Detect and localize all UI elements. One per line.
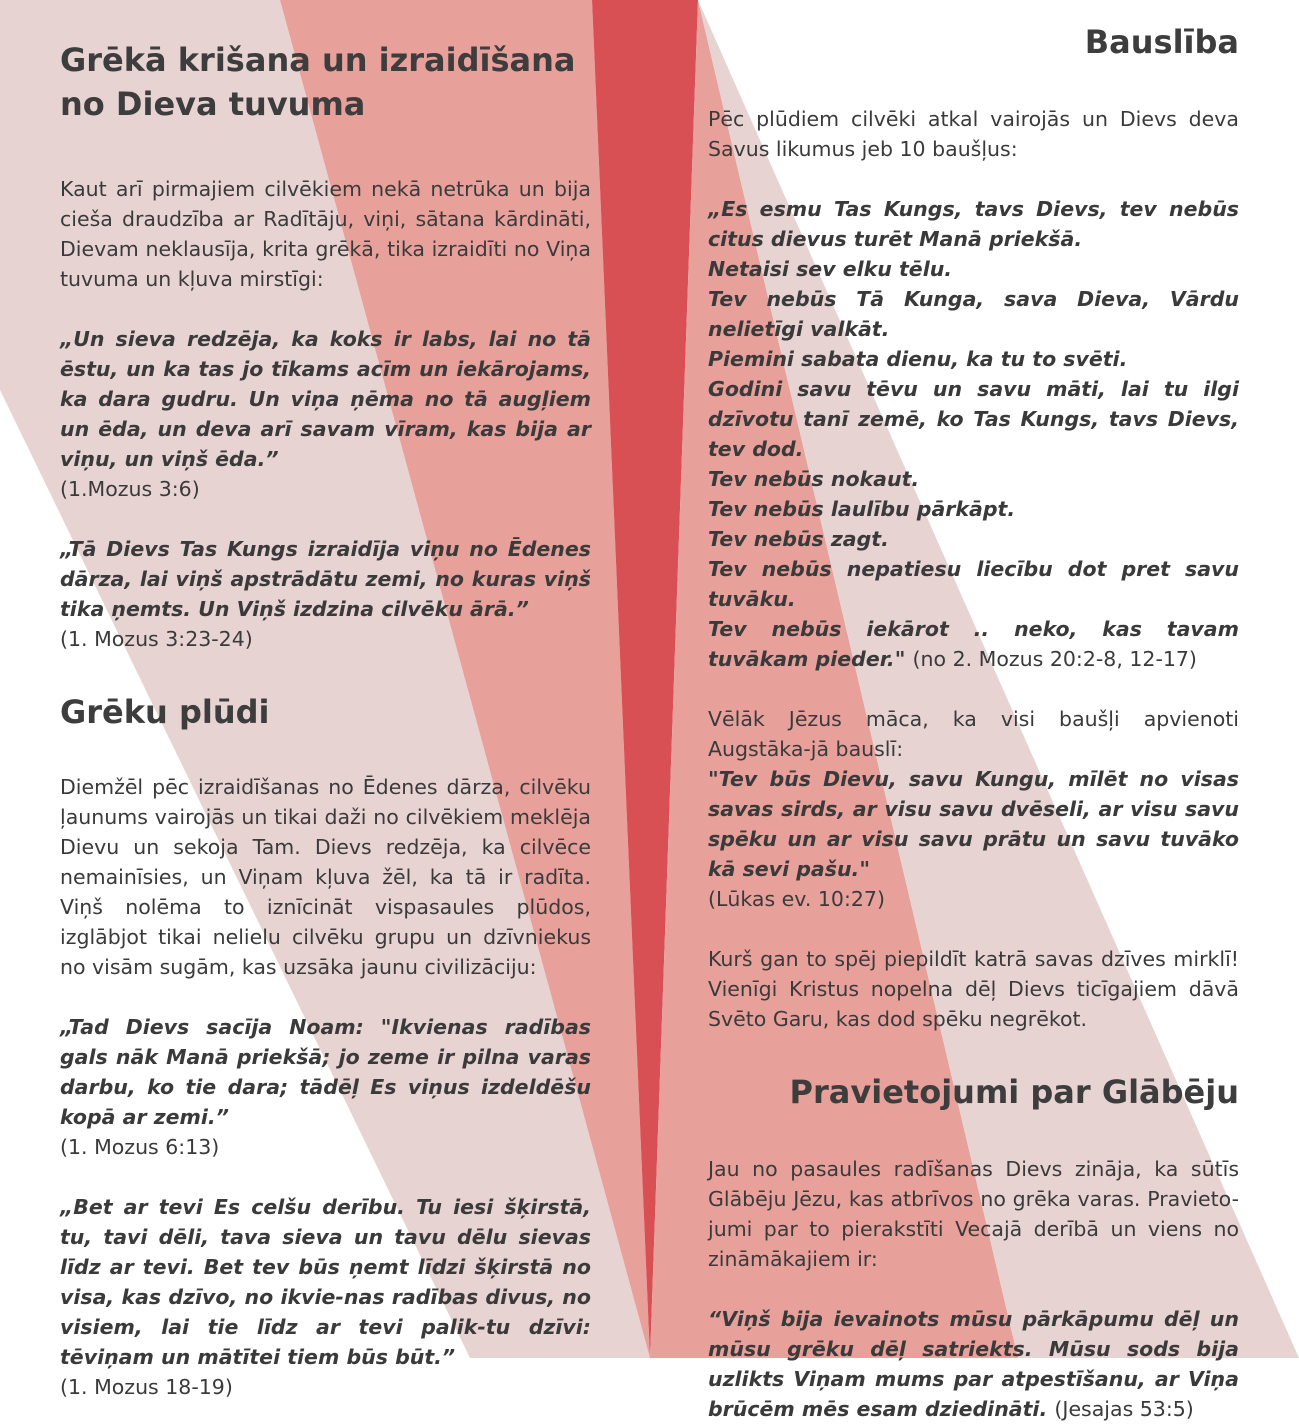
- commandments-list: [708, 194, 1239, 674]
- commandment-6: Tev nebūs nokaut.: [708, 467, 920, 491]
- commandment-4: Piemini sabata dienu, ka tu to svēti.: [708, 347, 1128, 371]
- commandment-9: Tev nebūs nepatiesu liecību dot pret savu tuvāku.: [708, 557, 1239, 611]
- prophecy-quote: [708, 1304, 1239, 1424]
- right-column: [708, 0, 1239, 1424]
- commandment-2: Netaisi sev elku tēlu.: [708, 257, 953, 281]
- fall-quote-2-text: „Tā Dievs Tas Kungs izraidīja viņu no Ēdenes dārza, lai viņš apstrādātu zemi, no kuras viņš tika ņemts. Un Viņš izdzina cilvēku ārā.”: [60, 537, 591, 621]
- law-conclusion: Kurš gan to spēj piepildīt katrā savas dzīves mirklī! Vienīgi Kristus nopelna dēļ Dievs ticīgajiem dāvā Svēto Garu, kas dod spēku negrēkot.: [708, 947, 1239, 1031]
- commandments-ref: (no 2. Mozus 20:2-8, 12-17): [912, 647, 1197, 671]
- great-commandment-text: "Tev būs Dievu, savu Kungu, mīlēt no visas savas sirds, ar visu savu dvēseli, ar visu savu spēku un ar visu savu prātu un savu tuvāko kā sevi pašu.": [708, 767, 1239, 881]
- flood-quote-1-ref: (1. Mozus 6:13): [60, 1135, 220, 1159]
- law-intro: Pēc plūdiem cilvēki atkal vairojās un Dievs deva Savus likumus jeb 10 baušļus:: [708, 107, 1239, 161]
- law-jesus-intro: Vēlāk Jēzus māca, ka visi baušļi apvienoti Augstāka-jā bauslī:: [708, 707, 1239, 761]
- prophecy-quote-ref: (Jesajas 53:5): [1054, 1397, 1194, 1421]
- commandment-5: Godini savu tēvu un savu māti, lai tu ilgi dzīvotu tanī zemē, ko Tas Kungs, tavs Dievs, tev dod.: [708, 377, 1239, 461]
- heading-law: Bauslība: [1084, 23, 1239, 61]
- flood-quote-2-ref: (1. Mozus 18-19): [60, 1375, 233, 1399]
- fall-quote-1-text: „Un sieva redzēja, ka koks ir labs, lai no tā ēstu, un ka tas jo tīkams acīm un iekārojams, ka dara gudru. Un viņa ņēma no tā augļiem un ēda, un deva arī savam vīram, kas bija ar viņu, un viņš ēda.”: [60, 327, 591, 471]
- flood-intro: Diemžēl pēc izraidīšanas no Ēdenes dārza, cilvēku ļaunums vairojās un tikai daži no cilvēkiem meklēja Dievu un sekoja Tam. Dievs redzēja, ka cilvēce nemainīsies, un Viņam kļuva žēl, ka tā ir radīta. Viņš nolēma to iznīcināt vispasaules plūdos, izglābjot tikai nelielu cilvēku grupu un dzīvniekus no visām sugām, kas uzsāka jaunu civilizāciju:: [60, 775, 591, 979]
- fall-quote-1-ref: (1.Mozus 3:6): [60, 477, 200, 501]
- fall-intro: Kaut arī pirmajiem cilvēkiem nekā netrūka un bija cieša draudzība ar Radītāju, viņi, sātana kārdināti, Dievam neklausīja, krita grēkā, tika izraidīti no Viņa tuvuma un kļuva mirstīgi:: [60, 177, 591, 291]
- great-commandment: [708, 764, 1239, 914]
- commandment-3: Tev nebūs Tā Kunga, sava Dieva, Vārdu nelietīgi valkāt.: [708, 287, 1239, 341]
- prophecy-quote-text: “Viņš bija ievainots mūsu pārkāpumu dēļ un mūsu grēku dēļ satriekts. Mūsu sods bija uzlikts Viņam mums par atpestīšanu, ar Viņa brūcēm mēs esam dziedināti.: [708, 1307, 1239, 1421]
- heading-fall: Grēkā krišana un izraidīšana no Dieva tuvuma: [60, 41, 576, 123]
- commandment-1: „Es esmu Tas Kungs, tavs Dievs, tev nebūs citus dievus turēt Manā priekšā.: [708, 197, 1239, 251]
- left-column: [60, 0, 591, 1402]
- flood-quote-1: [60, 1012, 591, 1162]
- commandment-7: Tev nebūs laulību pārkāpt.: [708, 497, 1016, 521]
- commandment-8: Tev nebūs zagt.: [708, 527, 889, 551]
- commandment-10: Tev nebūs iekārot .. neko, kas tavam tuvākam pieder.": [708, 617, 1239, 671]
- flood-quote-1-text: „Tad Dievs sacīja Noam: "Ikvienas radības gals nāk Manā priekšā; jo zeme ir pilna varas darbu, ko tie dara; tādēļ Es viņus izdeldēšu kopā ar zemi.”: [60, 1015, 591, 1129]
- heading-prophecies: Pravietojumi par Glābēju: [789, 1073, 1239, 1111]
- fall-quote-2-ref: (1. Mozus 3:23-24): [60, 627, 253, 651]
- flood-quote-2-text: „Bet ar tevi Es celšu derību. Tu iesi šķirstā, tu, tavi dēli, tava sieva un tavu dēlu sievas līdz ar tevi. Bet tev būs ņemt līdzi šķirstā no visa, kas dzīvo, no ikvie-nas radības divus, no visiem, lai tie līdz ar tevi palik-tu dzīvi: tēviņam un mātītei tiem būs būt.”: [60, 1195, 591, 1369]
- flood-quote-2: [60, 1192, 591, 1402]
- great-commandment-ref: (Lūkas ev. 10:27): [708, 887, 885, 911]
- fall-quote-1: [60, 324, 591, 504]
- prophecies-intro: Jau no pasaules radīšanas Dievs zināja, ka sūtīs Glābēju Jēzu, kas atbrīvos no grēka varas. Pravieto-jumi par to pierakstīti Vecajā derībā un viens no zināmākajiem ir:: [708, 1157, 1239, 1271]
- fall-quote-2: [60, 534, 591, 654]
- heading-flood: Grēku plūdi: [60, 693, 270, 731]
